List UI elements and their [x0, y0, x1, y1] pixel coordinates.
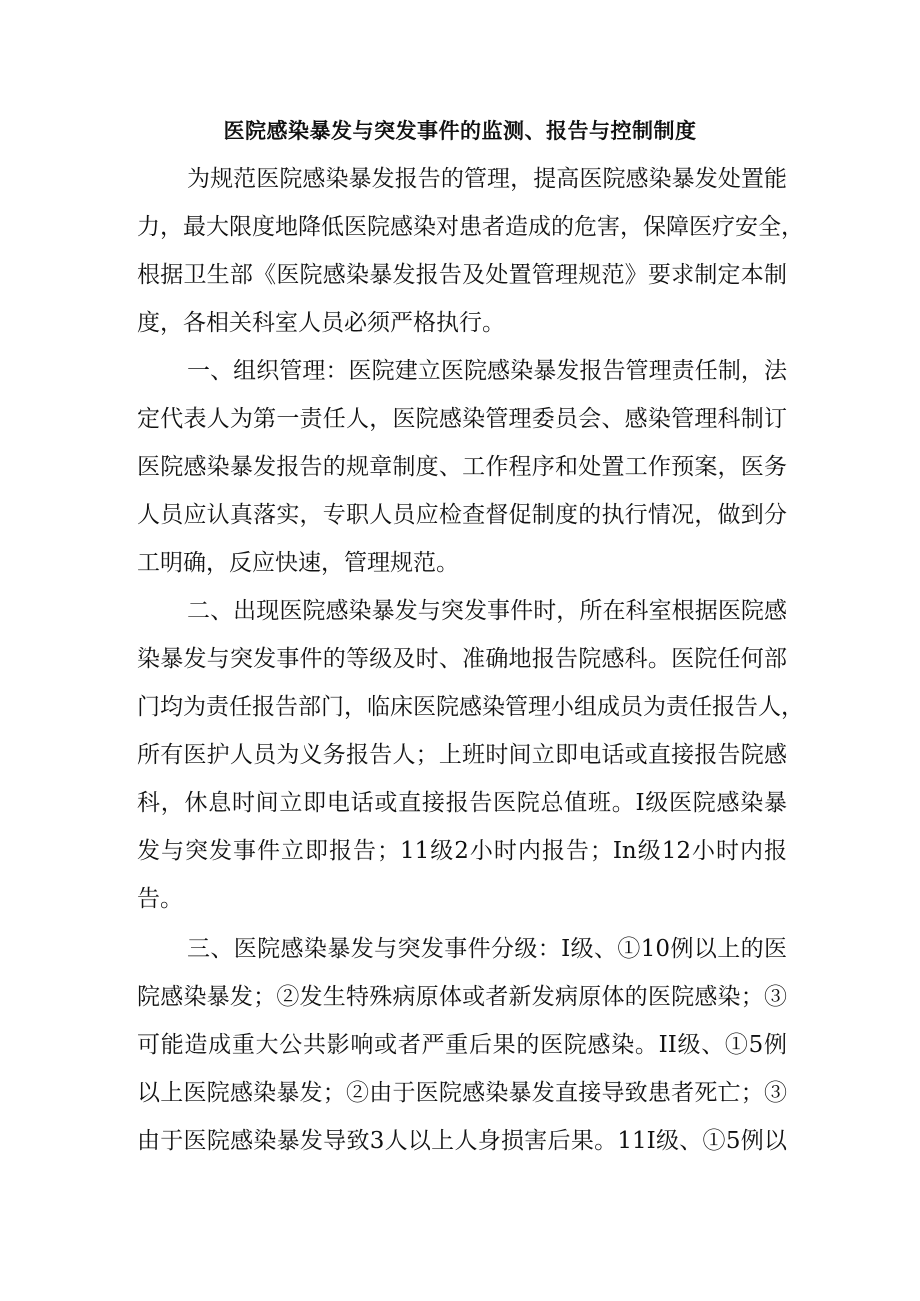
paragraph-line: 度，各相关科室人员必须严格执行。 — [137, 310, 505, 336]
paragraph-line: 所有医护人员为义务报告人；上班时间立即电话或直接报告院感 — [137, 742, 787, 768]
paragraph-line: 人员应认真落实，专职人员应检查督促制度的执行情况，做到分 — [137, 502, 787, 528]
paragraph-line: 门均为责任报告部门，临床医院感染管理小组成员为责任报告人， — [137, 694, 804, 720]
paragraph-line: 可能造成重大公共影响或者严重后果的医院感染。II级、①5例 — [137, 1032, 787, 1058]
paragraph-line: 二、出现医院感染暴发与突发事件时，所在科室根据医院感 — [187, 598, 787, 624]
paragraph-line: 发与突发事件立即报告；11级2小时内报告；In级12小时内报 — [137, 838, 787, 864]
paragraph-line: 一、组织管理：医院建立医院感染暴发报告管理责任制，法 — [187, 358, 787, 384]
paragraph-line: 以上医院感染暴发；②由于医院感染暴发直接导致患者死亡；③ — [137, 1080, 787, 1106]
paragraph-line: 由于医院感染暴发导致3人以上人身损害后果。11I级、①5例以 — [137, 1128, 787, 1154]
paragraph-line: 根据卫生部《医院感染暴发报告及处置管理规范》要求制定本制 — [137, 262, 787, 288]
paragraph-line: 力，最大限度地降低医院感染对患者造成的危害，保障医疗安全， — [137, 214, 804, 240]
paragraph-line: 工明确，反应快速，管理规范。 — [137, 550, 459, 576]
paragraph-line: 告。 — [137, 886, 183, 912]
paragraph-line: 院感染暴发；②发生特殊病原体或者新发病原体的医院感染；③ — [137, 984, 787, 1010]
paragraph-line: 科，休息时间立即电话或直接报告医院总值班。I级医院感染暴 — [137, 790, 787, 816]
paragraph-line: 定代表人为第一责任人，医院感染管理委员会、感染管理科制订 — [137, 406, 787, 432]
paragraph-line: 染暴发与突发事件的等级及时、准确地报告院感科。医院任何部 — [137, 646, 787, 672]
document-title: 医院感染暴发与突发事件的监测、报告与控制制度 — [223, 118, 697, 143]
paragraph-line: 为规范医院感染暴发报告的管理，提高医院感染暴发处置能 — [187, 166, 787, 192]
paragraph-line: 医院感染暴发报告的规章制度、工作程序和处置工作预案，医务 — [137, 454, 787, 480]
paragraph-line: 三、医院感染暴发与突发事件分级：I级、①10例以上的医 — [187, 936, 787, 962]
